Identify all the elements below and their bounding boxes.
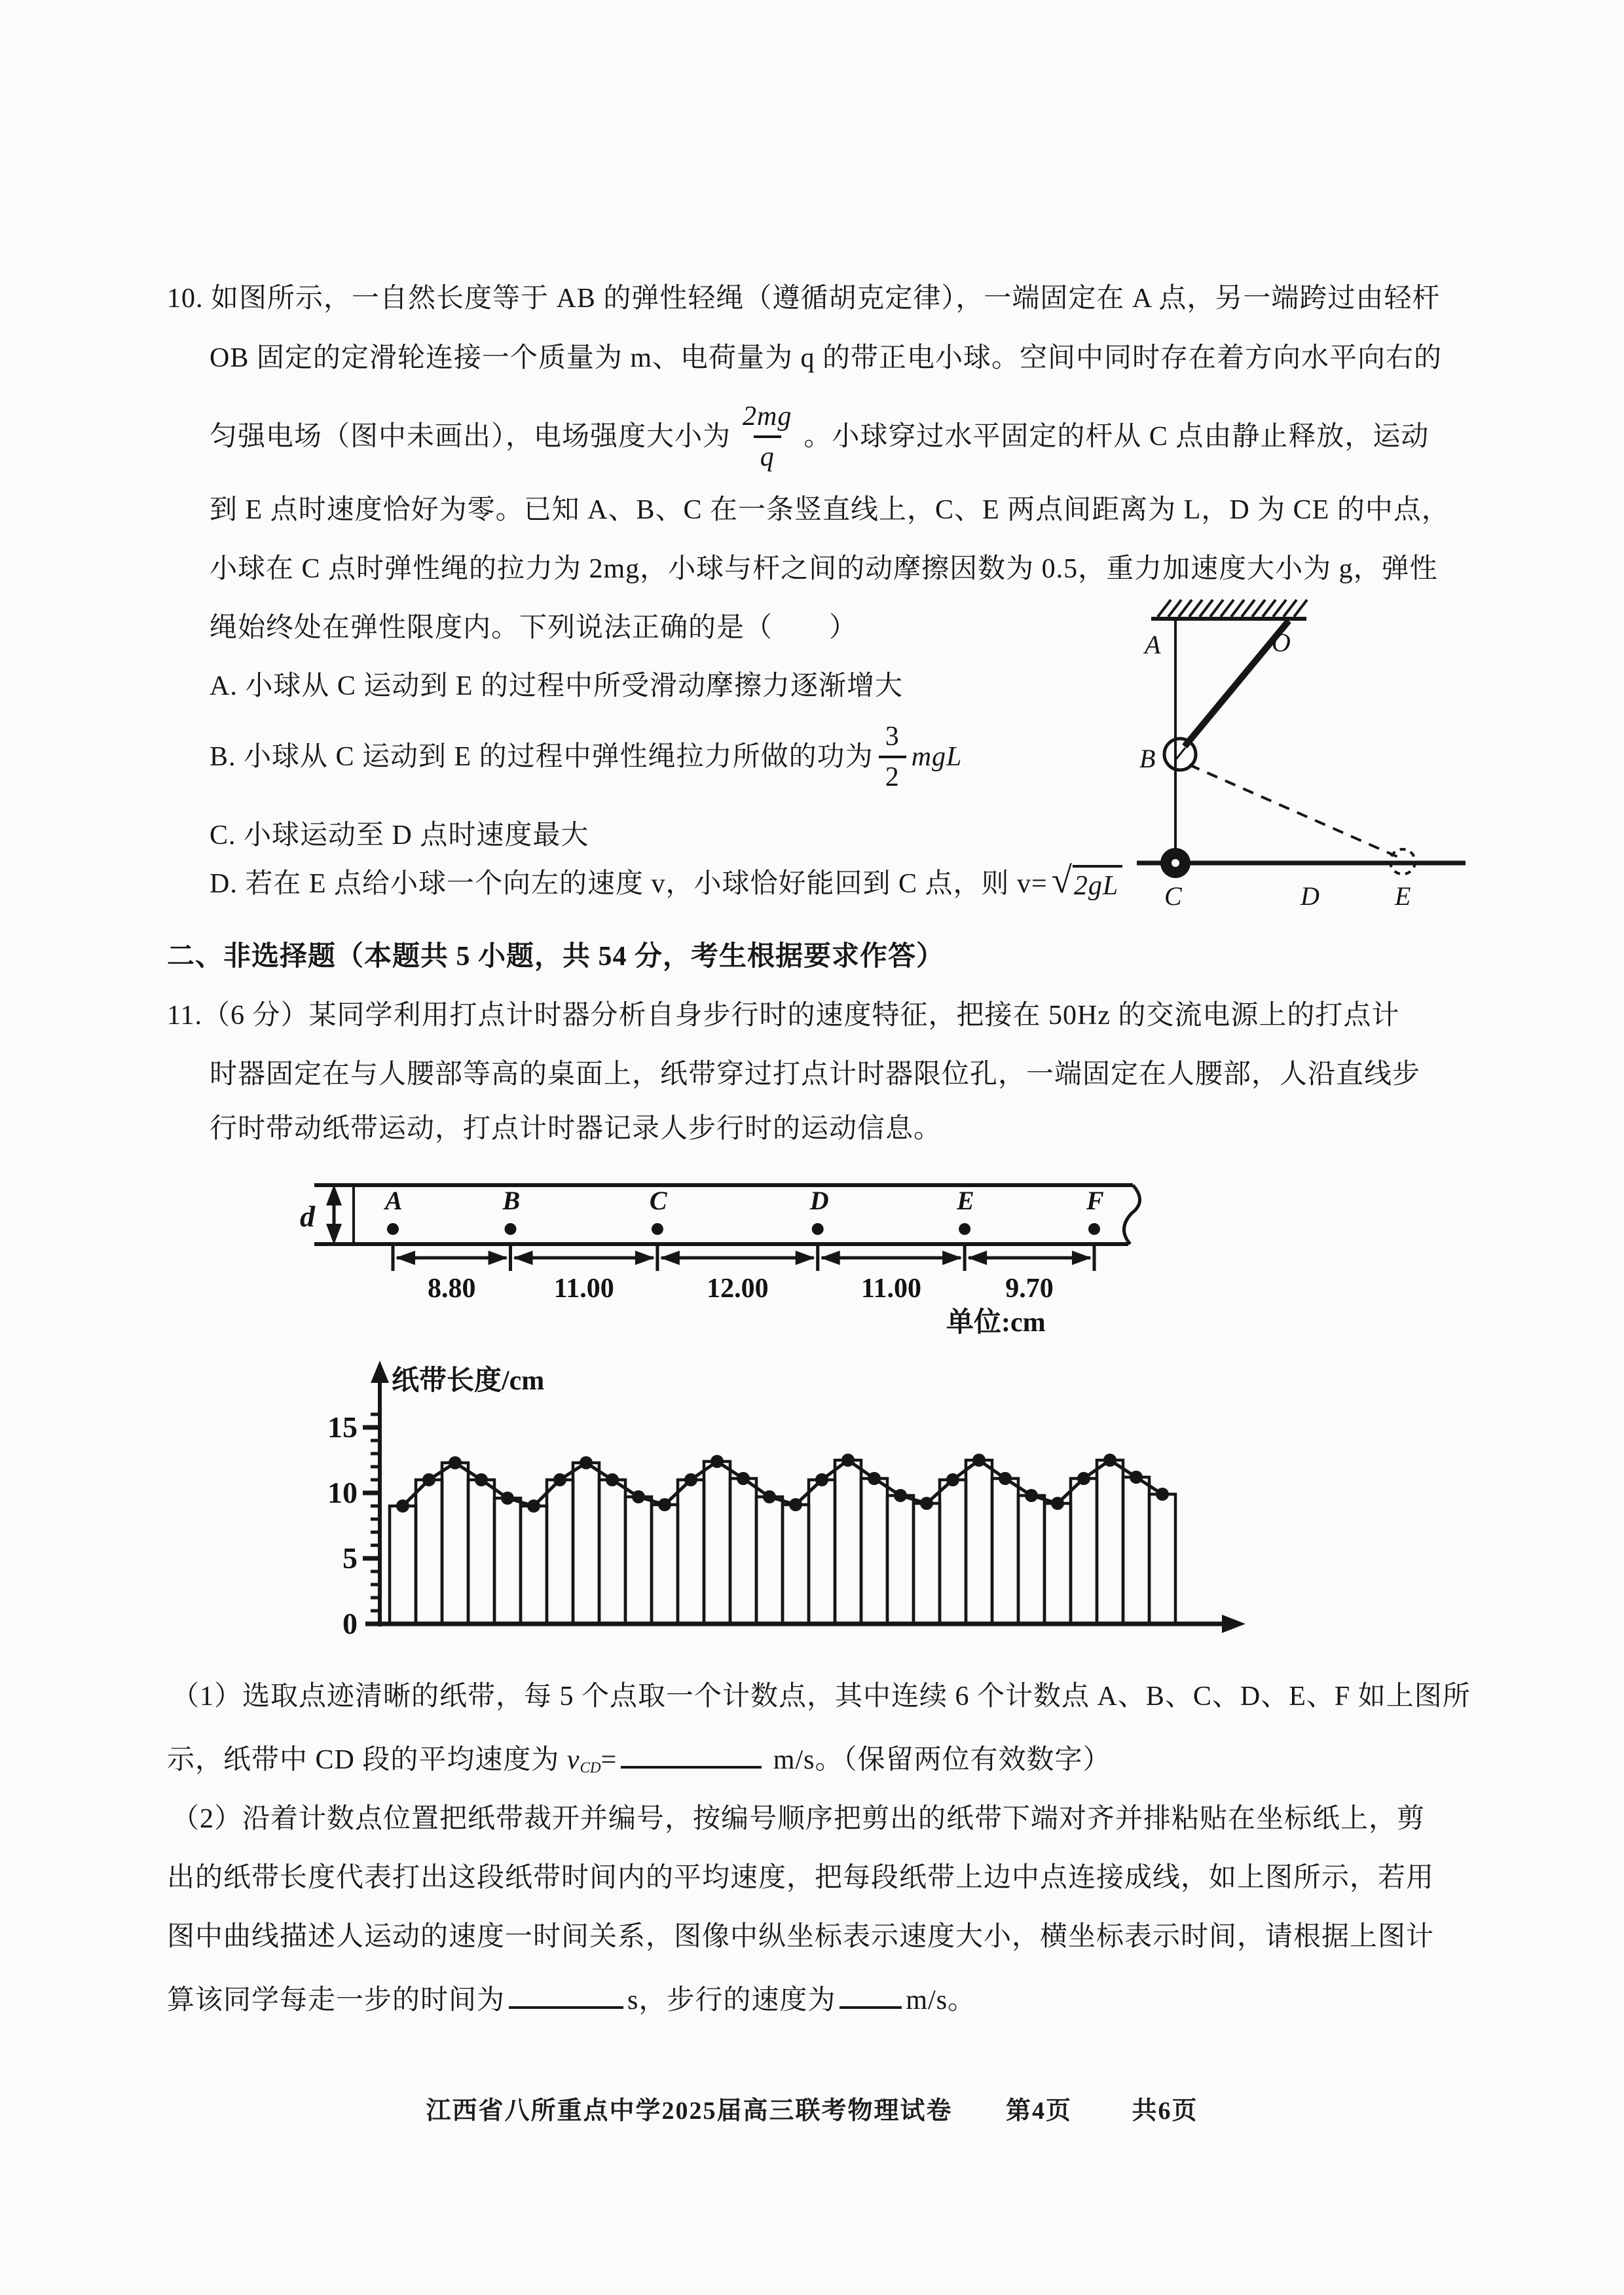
dimension-arrow-left — [967, 1251, 987, 1265]
tape-strip-bar — [835, 1460, 861, 1624]
curve-dot — [449, 1456, 462, 1469]
curve-dot — [1103, 1454, 1116, 1467]
dimension-arrow-right — [796, 1251, 815, 1265]
curve-dot — [894, 1489, 907, 1502]
q10-line-4: 到 E 点时速度恰好为零。已知 A、B、C 在一条竖直线上，C、E 两点间距离为 L，D 为 CE 的中点， — [210, 495, 1450, 525]
dimension-arrow-left — [396, 1251, 415, 1265]
fraction-3-over-2 — [879, 723, 906, 791]
label-A: A — [1145, 630, 1161, 659]
q11-line-3: 行时带动纸带运动，打点计时器记录人步行时的运动信息。 — [210, 1114, 942, 1144]
tape-strip-bar — [809, 1480, 835, 1624]
curve-dot — [501, 1492, 514, 1505]
curve-dot — [763, 1490, 776, 1503]
q10-line-5: 小球在 C 点时弹性绳的拉力为 2mg，小球与杆之间的动摩擦因数为 0.5，重力加速度大小为 g，弹性 — [210, 554, 1438, 584]
label-C: C — [1164, 881, 1182, 911]
tape-point-label-A: A — [385, 1186, 403, 1215]
q11-part1-line-1: （1）选取点迹清晰的纸带，每 5 个点取一个计数点，其中连续 6 个计数点 A、B、C、D、E、F 如上图所 — [172, 1681, 1471, 1712]
curve-dot — [710, 1455, 724, 1468]
tape-strip-bar — [783, 1505, 809, 1624]
tape-strip-bar — [625, 1497, 652, 1624]
q10-option-b-pre: B. 小球从 C 运动到 E 的过程中弹性绳拉力所做的功为 — [210, 741, 874, 772]
tape-dot-B — [505, 1223, 517, 1235]
curve-dot — [1051, 1497, 1064, 1510]
tape-strip-bar — [573, 1463, 599, 1624]
ceiling-hatching — [1158, 600, 1307, 617]
tape-strip-bar — [1123, 1477, 1149, 1624]
curve-dot — [1156, 1488, 1169, 1501]
curve-dot — [946, 1473, 959, 1486]
dimension-label: 8.80 — [428, 1274, 476, 1304]
label-O: O — [1272, 628, 1291, 657]
q10-option-c: C. 小球运动至 D 点时速度最大 — [210, 820, 589, 851]
q11-part2-line-1: （2）沿着计数点位置把纸带裁开并编号，按编号顺序把剪出的纸带下端对齐并排粘贴在坐标纸上，剪 — [172, 1804, 1426, 1834]
y-axis-title: 纸带长度/cm — [392, 1366, 545, 1396]
y-tick-label: 10 — [327, 1476, 358, 1509]
q10-option-b — [210, 711, 962, 803]
velocity-subscript: CD — [580, 1758, 601, 1776]
curve-dot — [841, 1454, 855, 1467]
tape-strip-bar — [887, 1496, 913, 1624]
curve-dot — [684, 1473, 697, 1486]
fraction-denominator: 2 — [879, 756, 906, 791]
tape-strip-bar — [730, 1478, 756, 1624]
q10-line-2: OB 固定的定滑轮连接一个质量为 m、电荷量为 q 的带正电小球。空间中同时存在着方向水平向右的 — [210, 343, 1443, 373]
y-tick-label: 5 — [342, 1541, 358, 1575]
dimension-arrow-left — [660, 1251, 680, 1265]
tape-strip-bar — [390, 1506, 416, 1624]
tape-point-label-E: E — [957, 1186, 974, 1215]
tape-width-label: d — [300, 1200, 315, 1233]
tape-strip-bar — [494, 1498, 521, 1624]
tape-point-label-C: C — [649, 1186, 667, 1215]
q10-figure — [1107, 576, 1486, 917]
dimension-label: 11.00 — [860, 1274, 922, 1304]
curve-dot — [658, 1498, 671, 1511]
curve-dot — [606, 1473, 619, 1486]
d-arrow-up — [326, 1184, 342, 1205]
fraction-2mg-over-q — [736, 403, 798, 471]
tape-strip-bar — [442, 1463, 468, 1624]
dimension-arrow-right — [635, 1251, 655, 1265]
q10-line-3-post: 。小球穿过水平固定的杆从 C 点由静止释放，运动 — [803, 421, 1430, 452]
curve-dot — [972, 1454, 986, 1467]
tape-strip-bar — [1071, 1478, 1097, 1624]
tape-point-label-F: F — [1086, 1186, 1104, 1215]
dimension-arrow-left — [513, 1251, 533, 1265]
tape-dot-D — [812, 1223, 824, 1235]
section-2-header: 二、非选择题（本题共 5 小题，共 54 分，考生根据要求作答） — [167, 942, 945, 972]
tape-strip-bar — [1018, 1496, 1044, 1624]
d-arrow-down — [326, 1224, 342, 1245]
q10-line-3 — [210, 388, 1429, 486]
radicand: 2gL — [1073, 865, 1122, 904]
q10-line-6: 绳始终处在弹性限度内。下列说法正确的是（ ） — [210, 613, 858, 643]
curve-dot — [868, 1472, 881, 1485]
q11-part1-line-2 — [167, 1738, 1111, 1778]
equals-sign: = — [600, 1745, 618, 1775]
elastic-rope-BE-dashed — [1189, 765, 1403, 859]
curve-dot — [920, 1497, 933, 1510]
paper-tape-figure — [288, 1175, 1205, 1346]
answer-blank-walk-speed — [840, 1979, 902, 2009]
y-axis-ticks — [327, 1410, 380, 1640]
curve-dot — [475, 1473, 488, 1486]
q11-part2-line-2: 出的纸带长度代表打出这段纸带时间内的平均速度，把每段纸带上边中点连接成线，如上图所示，若用 — [167, 1863, 1435, 1893]
q11-part1-post: m/s。（保留两位有效数字） — [773, 1745, 1111, 1775]
tape-strip-bar — [913, 1503, 940, 1624]
tape-dot-F — [1088, 1223, 1100, 1235]
tape-strip-bar — [521, 1506, 547, 1624]
curve-dot — [1025, 1489, 1038, 1502]
curve-dot — [580, 1456, 593, 1469]
dimension-label: 9.70 — [1005, 1274, 1054, 1304]
tape-strip-bar — [861, 1478, 887, 1624]
q10-line-3-pre: 匀强电场（图中未画出），电场强度大小为 — [210, 421, 731, 452]
dimension-arrow-right — [942, 1251, 962, 1265]
q11-part2-line4-post: m/s。 — [906, 1985, 976, 2015]
curve-dot — [527, 1499, 540, 1513]
label-E: E — [1395, 881, 1411, 911]
tape-unit-label: 单位:cm — [946, 1308, 1046, 1338]
curve-dot — [396, 1499, 409, 1513]
tape-strip-bar — [416, 1480, 442, 1624]
q11-line-1: 11.（6 分）某同学利用打点计时器分析自身步行时的速度特征，把接在 50Hz 的交流电源上的打点计 — [167, 1001, 1400, 1031]
tape-dot-C — [652, 1223, 663, 1235]
velocity-symbol: v — [566, 1745, 580, 1775]
y-axis-arrow — [371, 1361, 389, 1383]
dimension-arrow-right — [1072, 1251, 1092, 1265]
label-D: D — [1301, 881, 1320, 911]
chart-bars-and-curve — [390, 1454, 1175, 1624]
curve-dot — [999, 1472, 1012, 1485]
q10-option-d — [210, 854, 1122, 913]
tape-torn-right-edge — [1124, 1185, 1139, 1244]
curve-dot — [1130, 1471, 1143, 1484]
curve-dot — [737, 1472, 750, 1485]
q11-part2-line-4 — [167, 1979, 976, 2018]
fraction-numerator: 3 — [885, 722, 900, 752]
q10-option-a: A. 小球从 C 运动到 E 的过程中所受滑动摩擦力逐渐增大 — [210, 671, 904, 701]
footer-page-number: 第4页 — [1005, 2097, 1072, 2125]
q10-line-1: 10. 如图所示，一自然长度等于 AB 的弹性轻绳（遵循胡克定律），一端固定在 A 点，另一端跨过由轻杆 — [167, 284, 1441, 314]
tape-strip-bar — [678, 1480, 704, 1624]
dimension-arrow-left — [821, 1251, 840, 1265]
radical-sign: √ — [1051, 859, 1073, 901]
dimension-arrow-right — [489, 1251, 508, 1265]
tape-strip-bar — [704, 1461, 730, 1624]
tape-dot-E — [959, 1223, 970, 1235]
tape-strip-bar — [652, 1505, 678, 1624]
curve-dot — [1077, 1472, 1090, 1485]
curve-dot — [632, 1490, 645, 1503]
q11-line-2: 时器固定在与人腰部等高的桌面上，纸带穿过打点计时器限位孔，一端固定在人腰部，人沿直线步 — [210, 1059, 1421, 1090]
dimension-label: 11.00 — [553, 1274, 614, 1304]
curve-dot — [553, 1473, 566, 1486]
tape-strip-bar — [547, 1480, 573, 1624]
tape-strip-bar — [756, 1497, 783, 1624]
tape-strip-bar — [599, 1480, 625, 1624]
tape-strip-bar — [940, 1480, 966, 1624]
tape-point-label-D: D — [809, 1186, 829, 1215]
tape-strip-bar — [1097, 1460, 1123, 1624]
x-axis-arrow — [1222, 1615, 1246, 1633]
tape-strip-bar — [468, 1480, 494, 1624]
y-tick-label: 15 — [327, 1410, 358, 1444]
q10-option-d-pre: D. 若在 E 点给小球一个向左的速度 v，小球恰好能回到 C 点，则 v= — [210, 868, 1048, 899]
curve-dot — [422, 1473, 435, 1486]
q11-part2-line-3: 图中曲线描述人运动的速度一时间关系，图像中纵坐标表示速度大小，横坐标表示时间，请根据上图计 — [167, 1922, 1435, 1952]
q11-part2-line4-pre: 算该同学每走一步的时间为 — [167, 1985, 506, 2015]
footer-title: 江西省八所重点中学2025届高三联考物理试卷 — [426, 2097, 953, 2125]
ball-at-C-center — [1172, 859, 1179, 867]
q11-part2-line4-mid: s，步行的速度为 — [627, 1985, 836, 2015]
footer-page-total: 共6页 — [1132, 2097, 1198, 2125]
q11-part1-pre: 示，纸带中 CD 段的平均速度为 — [167, 1745, 560, 1775]
tape-strip-bar — [1149, 1494, 1175, 1624]
curve-dot — [789, 1498, 802, 1511]
page-footer — [0, 2090, 1624, 2126]
tape-strip-bar — [1044, 1503, 1071, 1624]
curve-dot — [815, 1473, 828, 1486]
label-B: B — [1139, 744, 1156, 773]
answer-blank-vcd — [621, 1738, 762, 1769]
tape-point-label-B: B — [502, 1186, 521, 1215]
fraction-numerator: 2mg — [743, 401, 792, 431]
tape-length-chart — [308, 1349, 1257, 1657]
answer-blank-step-time — [509, 1979, 623, 2009]
q10-option-b-post: mgL — [911, 741, 963, 772]
dimension-label: 12.00 — [707, 1274, 769, 1304]
y-tick-label: 0 — [342, 1607, 358, 1640]
tape-strip-bar — [966, 1460, 992, 1624]
tape-dot-A — [387, 1223, 399, 1235]
fraction-denominator: q — [754, 435, 781, 471]
tape-strip-bar — [992, 1478, 1018, 1624]
